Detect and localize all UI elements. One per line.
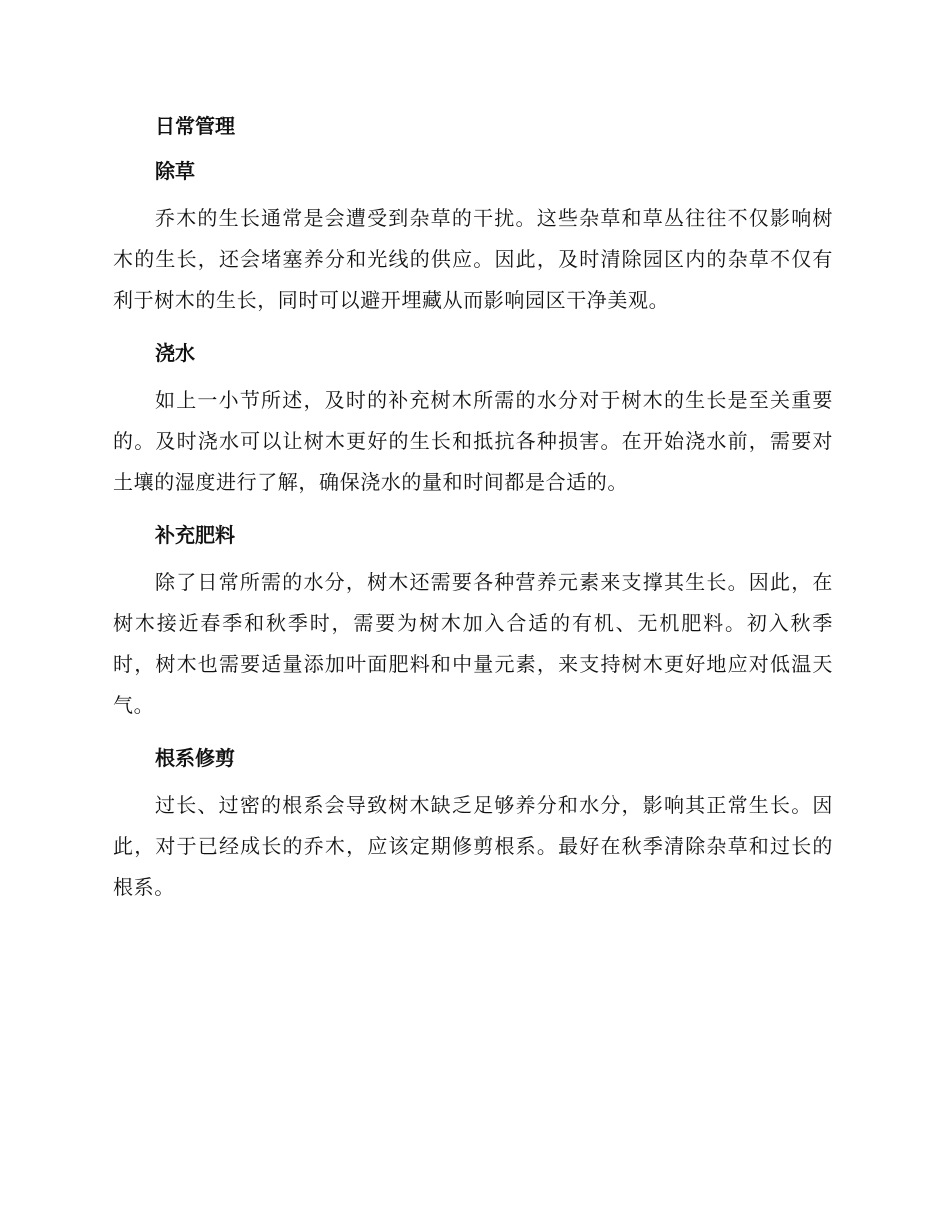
section-weeding — [113, 153, 833, 321]
section-fertilizing — [113, 517, 833, 726]
section-heading: 除草 — [155, 159, 195, 183]
section-root-pruning — [113, 740, 833, 908]
page-title: 日常管理 — [155, 114, 235, 138]
section-paragraph: 除了日常所需的水分，树木还需要各种营养元素来支撑其生长。因此，在树木接近春季和秋季时，需要为树木加入合适的有机、无机肥料。初入秋季时，树木也需要适量添加叶面肥料和中量元素，来支持树木更好地应对低温天气。 — [113, 570, 833, 717]
section-watering — [113, 335, 833, 503]
section-paragraph: 过长、过密的根系会导致树木缺乏足够养分和水分，影响其正常生长。因此，对于已经成长的乔木，应该定期修剪根系。最好在秋季清除杂草和过长的根系。 — [113, 793, 833, 899]
section-paragraph: 乔木的生长通常是会遭受到杂草的干扰。这些杂草和草丛往往不仅影响树木的生长，还会堵塞养分和光线的供应。因此，及时清除园区内的杂草不仅有利于树木的生长，同时可以避开埋藏从而影响园区干净美观。 — [113, 206, 833, 312]
document-body — [113, 108, 833, 922]
section-heading: 根系修剪 — [155, 746, 235, 770]
section-heading: 补充肥料 — [155, 523, 235, 547]
section-heading: 浇水 — [155, 341, 195, 365]
section-paragraph: 如上一小节所述，及时的补充树木所需的水分对于树木的生长是至关重要的。及时浇水可以让树木更好的生长和抵抗各种损害。在开始浇水前，需要对土壤的湿度进行了解，确保浇水的量和时间都是合适的。 — [113, 388, 833, 494]
